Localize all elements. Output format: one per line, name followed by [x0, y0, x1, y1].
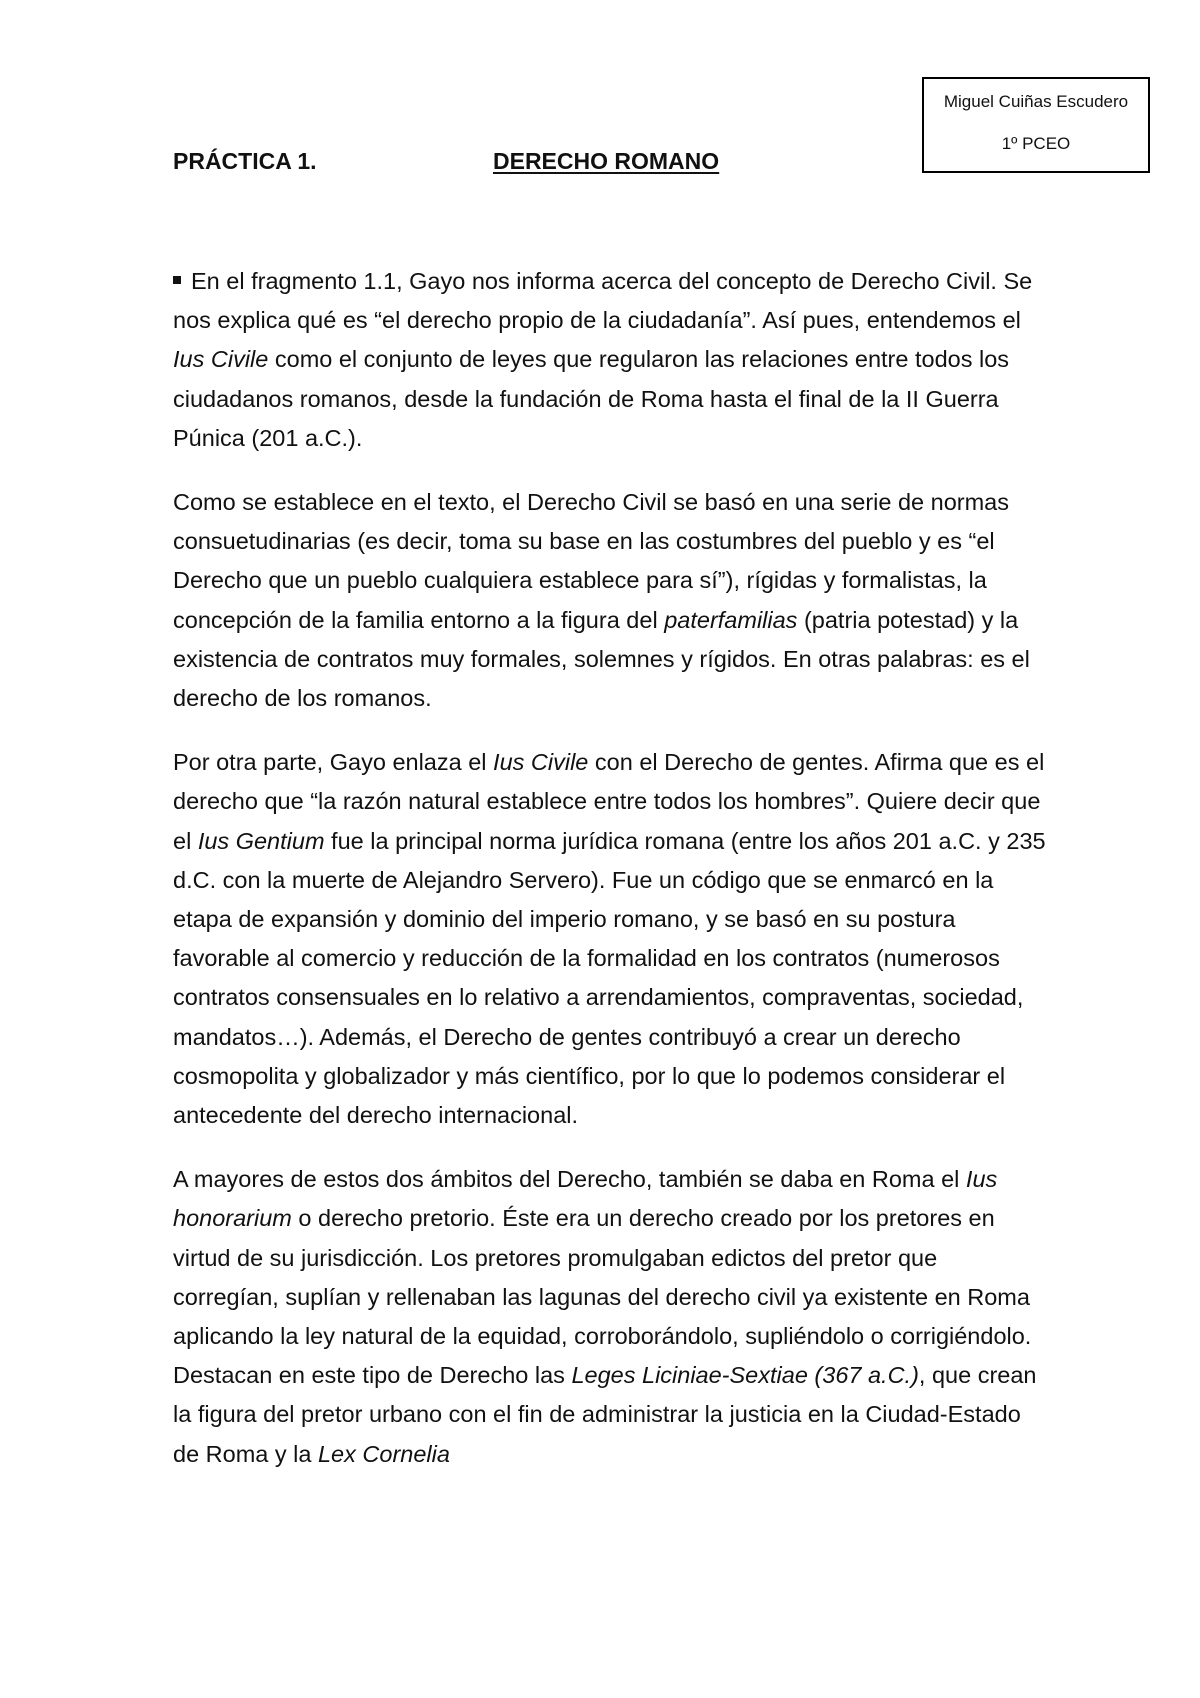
subject-title: DERECHO ROMANO: [493, 148, 720, 174]
italic-term: Lex Cornelia: [317, 1440, 450, 1467]
italic-term: paterfamilias: [664, 606, 798, 633]
text-segment: En el fragmento 1.1, Gayo nos informa acerca del concepto de Derecho Civil. Se nos explica qué es “el derecho propio de la ciudadanía”. Así pues, entendemos el: [173, 268, 1033, 334]
paragraph-1: [173, 262, 1048, 458]
text-segment: A mayores de estos dos ámbitos del Derecho, también se daba en Roma el: [173, 1166, 966, 1193]
title-row: [173, 148, 973, 180]
bullet-icon: [173, 276, 181, 284]
body-text: [173, 262, 1048, 1499]
text-segment: con el Derecho de gentes. Afirma que es el derecho que “la razón natural establece entre todos los hombres”. Quiere decir que el: [173, 749, 1045, 854]
text-segment: (patria potestad) y la existencia de contratos muy formales, solemnes y rígidos. En otras palabras: es el derecho de los romanos.: [173, 606, 1030, 712]
italic-term: Ius Civile: [173, 346, 269, 373]
italic-term: Ius Gentium: [197, 827, 325, 854]
paragraph-3: [173, 743, 1048, 1135]
text-segment: Por otra parte, Gayo enlaza el: [173, 749, 494, 776]
text-segment: o derecho pretorio. Éste era un derecho creado por los pretores en virtud de su jurisdicción. Los pretores promulgaban edictos del pretor que corregían, suplían y rellenaban las lagunas del derecho civil ya existente en Roma aplicando la ley natural de la equidad, corroborándolo, supliéndolo o corrigiéndolo. Destacan en este tipo de Derecho las: [173, 1205, 1032, 1389]
text-segment: Como se establece en el texto, el Derecho Civil se basó en una serie de normas consuetudinarias (es decir, toma su base en las costumbres del pueblo y es “el Derecho que un pueblo cualquiera establece para sí”), rígidas y formalistas, la concepción de la familia entorno a la figura del: [173, 489, 1010, 633]
italic-term: Ius Civile: [493, 749, 589, 776]
author-name: Miguel Cuiñas Escudero: [943, 92, 1129, 111]
italic-term: Ius honorarium: [173, 1166, 998, 1232]
text-segment: fue la principal norma jurídica romana (entre los años 201 a.C. y 235 d.C. con la muerte de Alejandro Servero). Fue un código que se enmarcó en la etapa de expansión y dominio del imperio romano, y se basó en su postura favorable al comercio y reducción de la formalidad en los contratos (numerosos contratos consensuales en lo relativo a arrendamientos, compraventas, sociedad, mandatos…). Además, el Derecho de gentes contribuyó a crear un derecho cosmopolita y globalizador y más científico, por lo que lo podemos considerar el antecedente del derecho internacional.: [173, 827, 1046, 1129]
italic-term: Leges Liciniae-Sextiae (367 a.C.): [571, 1362, 919, 1389]
text-segment: , que crean la figura del pretor urbano con el fin de administrar la justicia en la Ciudad-Estado de Roma y la: [173, 1362, 1037, 1467]
author-course: 1º PCEO: [1001, 134, 1071, 154]
text-segment: como el conjunto de leyes que regularon las relaciones entre todos los ciudadanos romanos, desde la fundación de Roma hasta el final de la II Guerra Púnica (201 a.C.).: [173, 346, 1010, 451]
paragraph-4: [173, 1160, 1048, 1474]
paragraph-2: [173, 483, 1048, 718]
practice-label: PRÁCTICA 1.: [173, 148, 317, 174]
